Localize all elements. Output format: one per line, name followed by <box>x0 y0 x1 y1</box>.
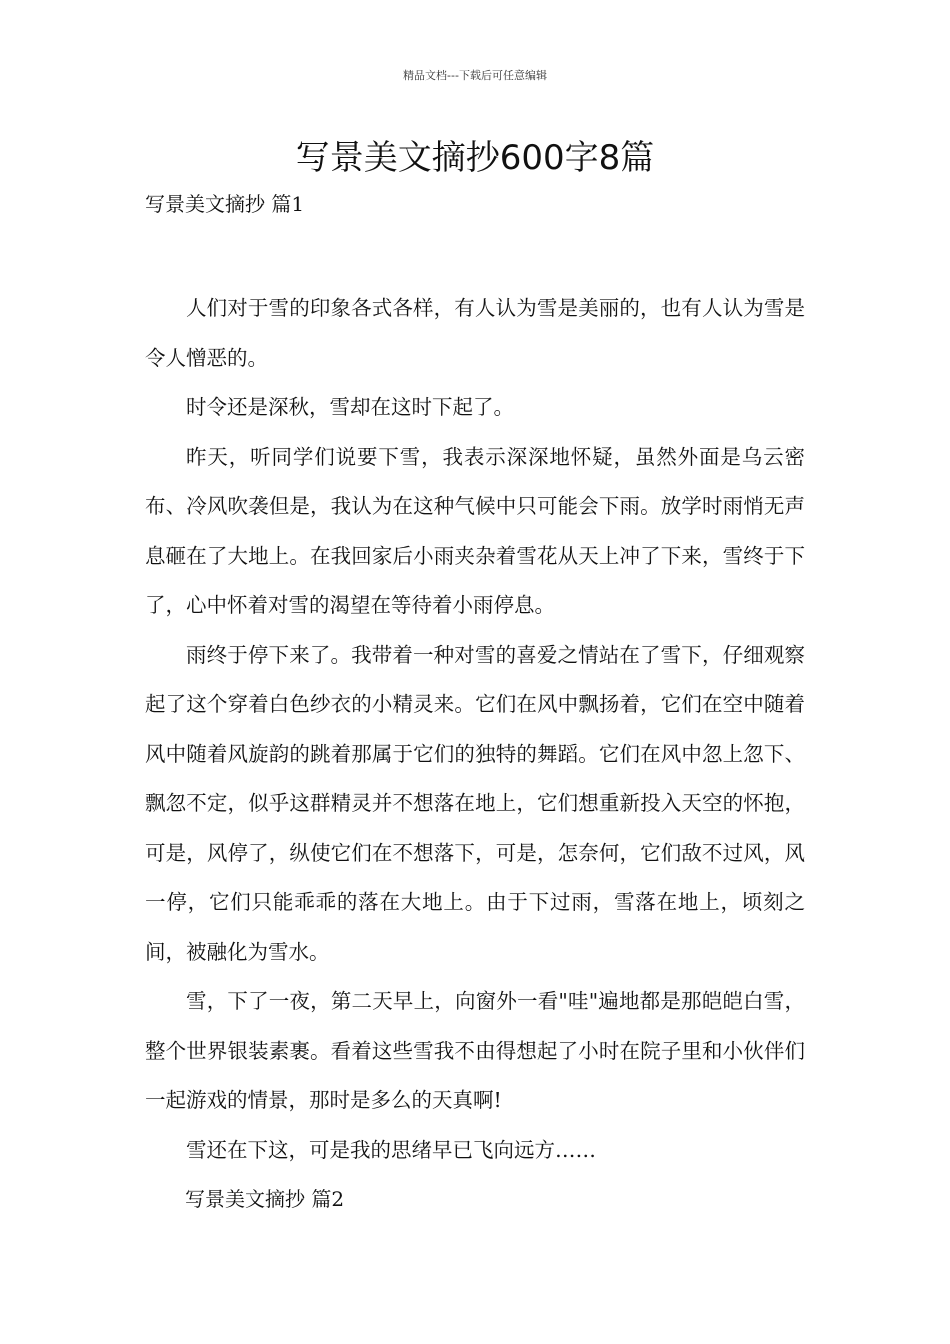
document-title: 写景美文摘抄600字8篇 <box>295 138 655 178</box>
article-body <box>145 284 805 1225</box>
paragraph: 雪还在下这，可是我的思绪早已飞向远方…… <box>186 1137 596 1162</box>
paragraph: 人们对于雪的印象各式各样，有人认为雪是美丽的，也有人认为雪是令人憎恶的。 <box>145 296 805 370</box>
section-heading-1: 写景美文摘抄 篇1 <box>145 192 305 216</box>
section-heading-2: 写景美文摘抄 篇2 <box>185 1187 345 1211</box>
paragraph: 雪，下了一夜，第二天早上，向窗外一看"哇"遍地都是那皑皑白雪，整个世界银装素裹。看着这些雪我不由得想起了小时在院子里和小伙伴们一起游戏的情景，那时是多么的天真啊! <box>145 989 805 1112</box>
paragraph: 时令还是深秋，雪却在这时下起了。 <box>186 395 514 419</box>
header-note: 精品文档---下载后可任意编辑 <box>403 69 547 82</box>
paragraph: 昨天，听同学们说要下雪，我表示深深地怀疑，虽然外面是乌云密布、冷风吹袭但是，我认为在这种气候中只可能会下雨。放学时雨悄无声息砸在了大地上。在我回家后小雨夹杂着雪花从天上冲了下来，雪终于下了，心中怀着对雪的渴望在等待着小雨停息。 <box>145 444 805 617</box>
paragraph: 雨终于停下来了。我带着一种对雪的喜爱之情站在了雪下，仔细观察起了这个穿着白色纱衣的小精灵来。它们在风中飘扬着，它们在空中随着风中随着风旋韵的跳着那属于它们的独特的舞蹈。它们在风中忽上忽下、飘忽不定，似乎这群精灵并不想落在地上，它们想重新投入天空的怀抱，可是，风停了，纵使它们在不想落下，可是，怎奈何，它们敌不过风，风一停，它们只能乖乖的落在大地上。由于下过雨，雪落在地上，顷刻之间，被融化为雪水。 <box>145 642 805 964</box>
